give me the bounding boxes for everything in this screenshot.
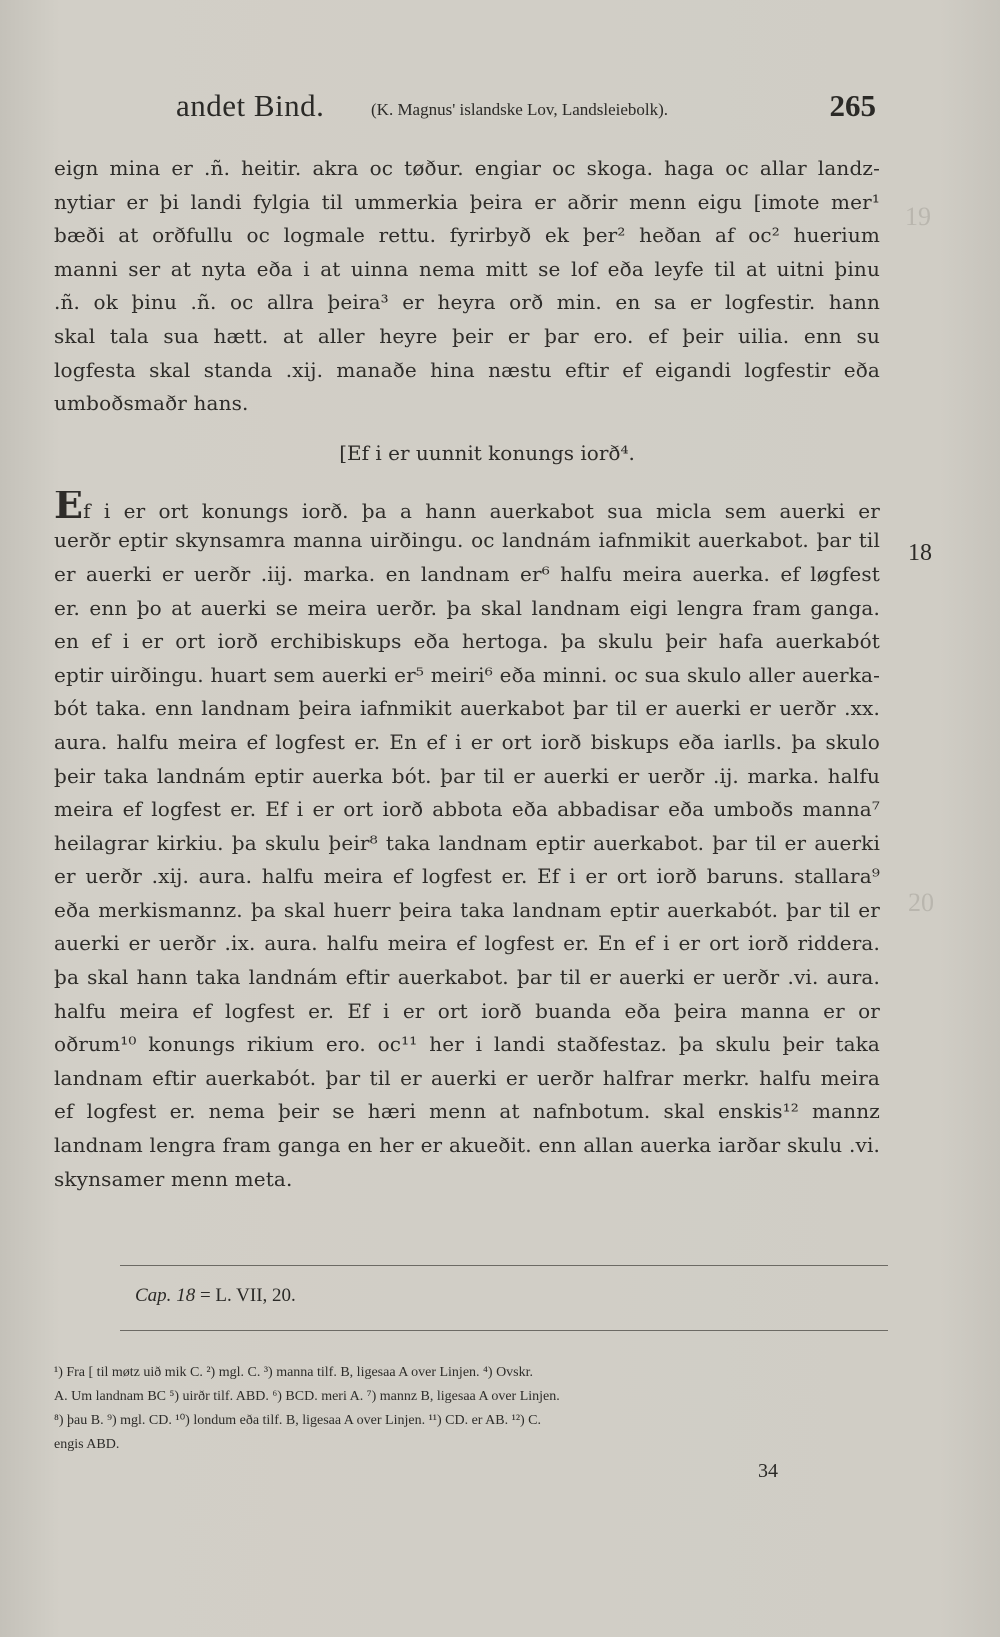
chapter-reference bbox=[135, 1285, 296, 1307]
bleed-through-number-top: 19 bbox=[905, 202, 931, 231]
footnotes bbox=[54, 1361, 884, 1457]
text-line: þa skal hann taka landnám eftir auerkabot. þar til er auerki er uerðr .vi. aura. bbox=[54, 965, 880, 990]
text-line: oðrum¹⁰ konungs rikium ero. oc¹¹ her i landi staðfestaz. þa skulu þeir taka bbox=[54, 1032, 880, 1057]
footnote-line: ¹) Fra [ til møtz uið mik C. ²) mgl. C. ³) manna tilf. B, ligesaa A over Linjen. ⁴) Ovskr. bbox=[54, 1365, 534, 1380]
footnote-line: A. Um landnam BC ⁵) uirðr tilf. ABD. ⁶) BCD. meri A. ⁷) mannz B, ligesaa A over Linjen. bbox=[54, 1389, 560, 1404]
text-line: bót taka. enn landnam þeira iafnmikit auerkabot þar til er auerki er uerðr .xx. bbox=[54, 696, 880, 721]
text-line: bæði at orðfullu oc logmale rettu. fyrirbyð ek þer² heðan af oc² huerium bbox=[54, 223, 880, 248]
bleed-through-number-bottom: 20 bbox=[908, 888, 934, 917]
text-line: .ñ. ok þinu .ñ. oc allra þeira³ er heyra orð min. en sa er logfestir. hann bbox=[54, 290, 880, 315]
separator-rule-top bbox=[120, 1265, 888, 1266]
text-line: en ef i er ort iorð erchibiskups eða hertoga. þa skulu þeir hafa auerkabót bbox=[54, 629, 880, 654]
text-line: er uerðr .xij. aura. halfu meira ef logfest er. Ef i er ort iorð baruns. stallara⁹ bbox=[54, 864, 880, 889]
margin-section-number: 18 bbox=[908, 540, 932, 566]
drop-initial: E bbox=[54, 490, 84, 525]
signature-mark: 34 bbox=[758, 1460, 778, 1482]
text-line-with-initial bbox=[54, 491, 880, 525]
text-line: meira ef logfest er. Ef i er ort iorð abbota eða abbadisar eða umboðs manna⁷ bbox=[54, 797, 880, 822]
text-line: heilagrar kirkiu. þa skulu þeir⁸ taka landnam eptir auerkabot. þar til er auerki bbox=[54, 830, 880, 855]
main-text bbox=[54, 152, 880, 1196]
text-line: landnam eftir auerkabót. þar til er auerki er uerðr halfrar merkr. halfu meira bbox=[54, 1065, 880, 1090]
running-header bbox=[176, 88, 876, 138]
text-line: eptir uirðingu. huart sem auerki er⁵ meiri⁶ eða minni. oc sua skulo aller auerka- bbox=[54, 662, 880, 687]
text-line: uerðr eptir skynsamra manna uirðingu. oc landnám iafnmikit auerkabot. þar til bbox=[54, 528, 880, 553]
text-line: auerki er uerðr .ix. aura. halfu meira ef logfest er. En ef i er ort iorð riddera. bbox=[54, 931, 880, 956]
footnote-line: engis ABD. bbox=[54, 1437, 120, 1452]
text-line: umboðsmaðr hans. bbox=[54, 391, 249, 416]
cap-number: 18 bbox=[176, 1285, 196, 1306]
header-title: (K. Magnus' islandske Lov, Landsleiebolk). bbox=[371, 100, 669, 119]
text-line: þeir taka landnám eptir auerka bót. þar til er auerki er uerðr .ij. marka. halfu bbox=[54, 763, 880, 788]
text-line: halfu meira ef logfest er. Ef i er ort iorð buanda eða þeira manna er or bbox=[54, 998, 880, 1023]
separator-rule-bottom bbox=[120, 1330, 888, 1331]
text-line: skal tala sua hætt. at aller heyre þeir er þar ero. ef þeir uilia. enn su bbox=[54, 323, 880, 348]
cap-prefix: Cap. bbox=[135, 1285, 172, 1306]
text-line: logfesta skal standa .xij. manaðe hina næstu eftir ef eigandi logfestir eða bbox=[54, 357, 880, 382]
footnote-line: ⁸) þau B. ⁹) mgl. CD. ¹⁰) londum eða tilf. B, ligesaa A over Linjen. ¹¹) CD. er AB. ¹²) C. bbox=[54, 1413, 542, 1428]
text-line: er auerki er uerðr .iij. marka. en landnam er⁶ halfu meira auerka. ef løgfest bbox=[54, 561, 880, 586]
text-line: eign mina er .ñ. heitir. akra oc tøður. engiar oc skoga. haga oc allar landz- bbox=[54, 156, 880, 180]
header-volume: andet Bind. bbox=[176, 88, 325, 123]
page-number: 265 bbox=[829, 88, 876, 123]
section-heading: [Ef i er uunnit konungs iorð⁴. bbox=[339, 440, 635, 465]
cap-rest: = L. VII, 20. bbox=[199, 1285, 296, 1306]
text-line: manni ser at nyta eða i at uinna nema mitt se lof eða leyfe til at uitni þinu bbox=[54, 256, 880, 281]
text-line: landnam lengra fram ganga en her er akueðit. enn allan auerka iarðar skulu .vi. bbox=[54, 1133, 880, 1158]
text-line: eða merkismannz. þa skal huerr þeira taka landnam eptir auerkabót. þar til er bbox=[54, 897, 880, 922]
text-line: ef logfest er. nema þeir se hæri menn at nafnbotum. skal enskis¹² mannz bbox=[54, 1099, 880, 1124]
text-line: skynsamer menn meta. bbox=[54, 1166, 293, 1191]
text-line: er. enn þo at auerki se meira uerðr. þa skal landnam eigi lengra fram ganga. bbox=[54, 595, 880, 620]
text-line: aura. halfu meira ef logfest er. En ef i er ort iorð biskups eða iarlls. þa skulo bbox=[54, 729, 880, 754]
text-line-rest: f i er ort konungs iorð. þa a hann auerkabot sua micla sem auerki er bbox=[83, 498, 880, 523]
text-line: nytiar er þi landi fylgia til ummerkia þeira er aðrir menn eigu [imote mer¹ bbox=[54, 189, 880, 214]
